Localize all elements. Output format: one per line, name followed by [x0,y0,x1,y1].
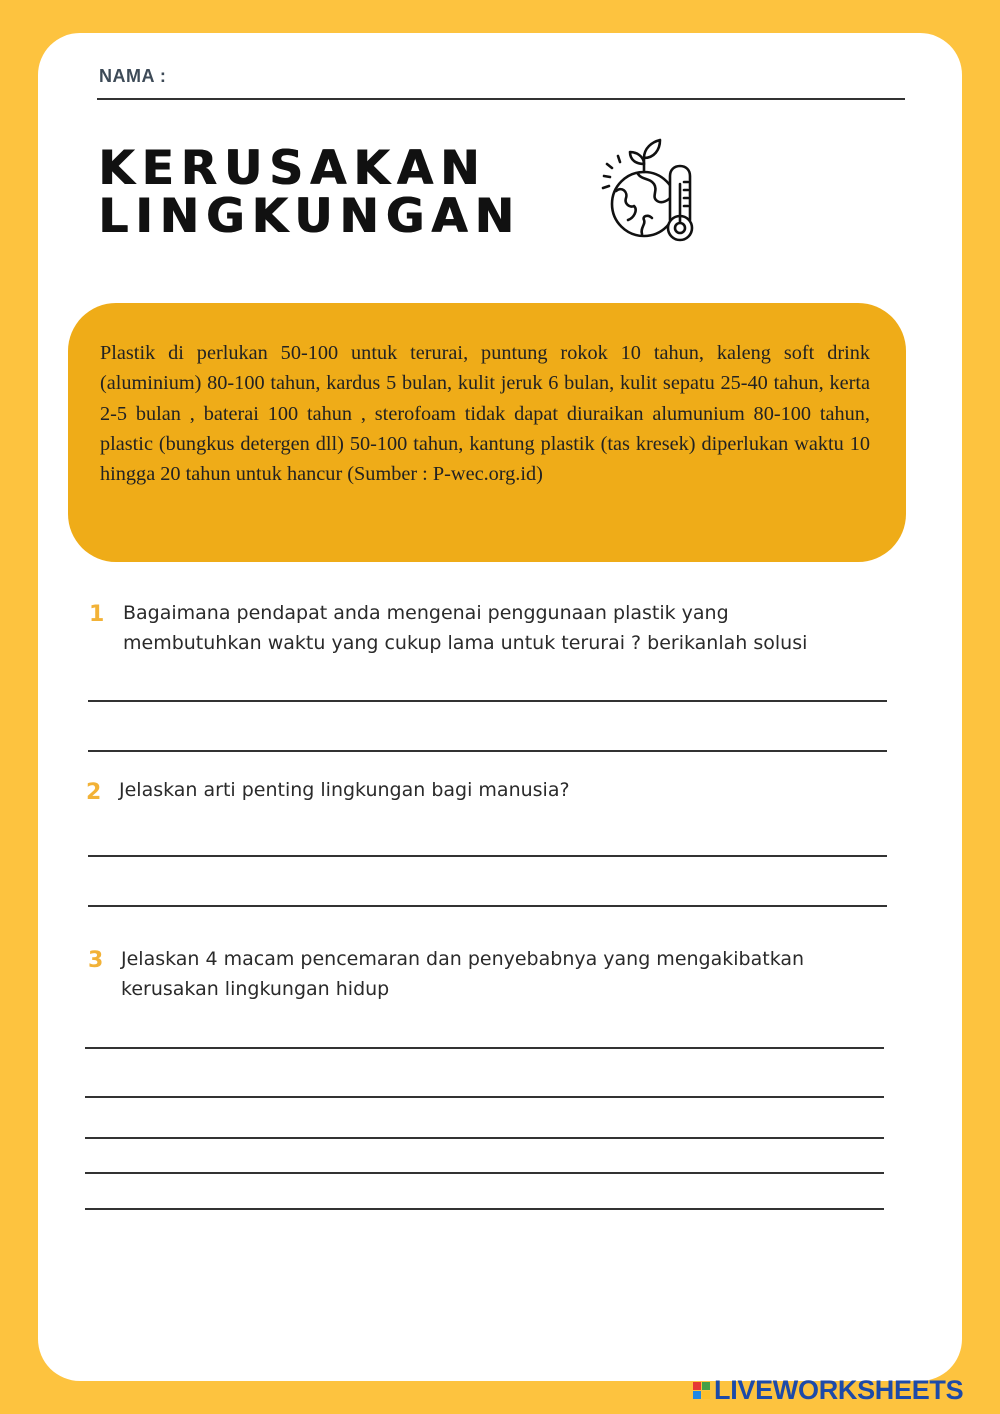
question-2-number: 2 [86,780,102,805]
info-text: Plastik di perlukan 50-100 untuk terurai, puntung rokok 10 tahun, kaleng soft drink (aluminium) 80-100 tahun, kardus 5 bulan, kulit jeruk 6 bulan, kulit sepatu 25-40 tahun, kerta 2-5 bulan , baterai 100 tahun , sterofoam tidak dapat diuraikan alumunium 80-100 tahun, plastic (bungkus detergen dll) 50-100 tahun, kantung plastik (tas kresek) diperlukan waktu 10 hingga 20 tahun untuk hancur (Sumber : P-wec.org.id) [100,342,870,486]
globe-thermometer-icon [598,136,700,244]
info-box [68,303,906,562]
liveworksheets-logo[interactable] [692,1375,963,1405]
question-1-text: Bagaimana pendapat anda mengenai penggunaan plastik yang membutuhkan waktu yang cukup lama untuk terurai ? berikanlah solusi [123,602,808,654]
question-3-number: 3 [88,948,104,973]
answer-3-line-4[interactable] [85,1172,884,1174]
answer-3-line-1[interactable] [85,1047,884,1049]
liveworksheets-mark-icon [692,1381,710,1399]
title-line-2: LINGKUNGAN [98,189,521,244]
name-label: NAMA : [99,66,167,86]
question-2-text: Jelaskan arti penting lingkungan bagi manusia? [119,779,570,801]
answer-3-line-3[interactable] [85,1137,884,1139]
answer-3-line-5[interactable] [85,1208,884,1210]
question-1-number: 1 [89,602,105,627]
answer-2-line-1[interactable] [88,855,887,857]
question-3-text: Jelaskan 4 macam pencemaran dan penyebabnya yang mengakibatkan kerusakan lingkungan hidup [121,948,805,1000]
liveworksheets-brand: LIVEWORKSHEETS [714,1374,964,1405]
answer-3-line-2[interactable] [85,1096,884,1098]
title-line-1: KERUSAKAN [98,141,487,196]
answer-1-line-1[interactable] [88,700,887,702]
name-input-line[interactable] [97,98,905,100]
answer-1-line-2[interactable] [88,750,887,752]
answer-2-line-2[interactable] [88,905,887,907]
